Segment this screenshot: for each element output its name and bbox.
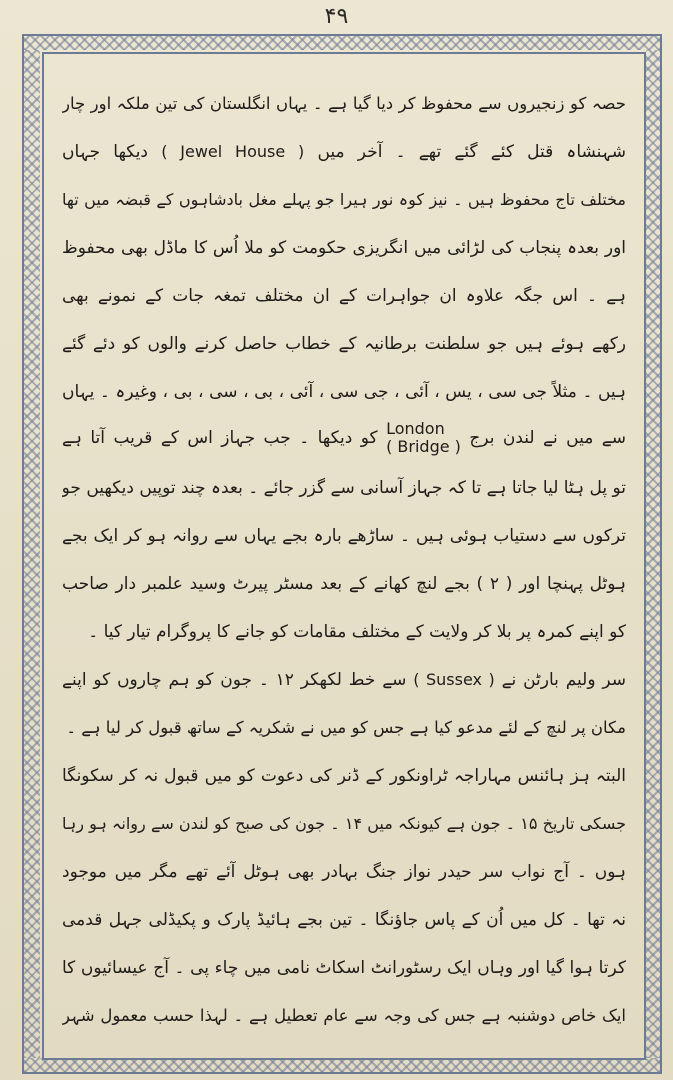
text-line: ایک خاص دوشنبہ ہے جس کی وجہ سے عام تعطیل ہے ۔ لہذا حسب معمول شہر bbox=[62, 1006, 626, 1025]
english-term: ( Jewel House ) bbox=[161, 142, 305, 161]
text-line: حصہ کو زنجیروں سے محفوظ کر دیا گیا ہے ۔ یہاں انگلستان کی تین ملکہ اور چار bbox=[62, 94, 626, 113]
text-line: ہوٹل پہنچا اور ( ۲ ) بجے لنچ کھانے کے بعد مسٹر پیرٹ وسید علمبر دار صاحب bbox=[62, 574, 626, 594]
body-text bbox=[62, 84, 626, 1044]
text-line: مکان پر لنچ کے لئے مدعو کیا ہے جس کو میں نے شکریہ کے ساتھ قبول کر لیا ہے ۔ bbox=[66, 718, 626, 737]
text-line: ہے ۔ اس جگہ علاوہ ان جواہرات کے ان مختلف تمغہ جات کے نمونے بھی bbox=[62, 286, 626, 306]
text-line: ترکوں سے دستیاب ہوئی ہیں ۔ ساڑھے بارہ بجے یہاں سے روانہ ہو کر ایک بجے bbox=[62, 526, 626, 546]
text-line: ہیں ۔ مثلاً جی سی ، یس ، آئی ، جی سی ، آئی ، بی ، سی ، بی ، وغیرہ ۔ یہاں bbox=[62, 382, 626, 402]
english-term-stacked: London ( Bridge ) bbox=[386, 419, 461, 456]
text-line: شہنشاہ قتل کئے گئے تھے ۔ آخر میں ( Jewel House ) دیکھا جہاں bbox=[62, 142, 626, 162]
text-line: مختلف تاج محفوظ ہیں ۔ نیز کوہ نور ہیرا جو پہلے مغل بادشاہوں کے قبضہ میں تھا bbox=[62, 190, 626, 209]
text-line: اور بعدہ پنجاب کی لڑائی میں انگریزی حکومت کو ملا اُس کا ماڈل بھی محفوظ bbox=[62, 238, 626, 258]
text-line: تو پل ہٹا لیا جاتا ہے تا کہ جہاز آسانی سے گزر جائے ۔ بعدہ چند توپیں دیکھیں جو bbox=[62, 478, 626, 498]
text-line: کرتا ہوا گیا اور وہاں ایک رسٹورانٹ اسکاٹ نامی میں چاء پی ۔ آج عیسائیوں کا bbox=[62, 958, 626, 978]
text-line: رکھے ہوئے ہیں جو سلطنت برطانیہ کے خطاب حاصل کرنے والوں کو دئے گئے bbox=[62, 334, 626, 354]
text-line: البتہ ہز ہائنس مہاراجہ ٹراونکور کے ڈنر کی دعوت کو میں قبول نہ کر سکونگا bbox=[62, 766, 626, 786]
text-line: سر ولیم بارٹن نے ( Sussex ) سے خط لکھکر ۱۲ ۔ جون کو ہم چاروں کو اپنے bbox=[62, 670, 626, 690]
text-line: ہوں ۔ آج نواب سر حیدر نواز جنگ بہادر بھی ہوٹل آئے تھے مگر میں موجود bbox=[62, 862, 626, 882]
text-line: جسکی تاریخ ۱۵ ۔ جون ہے کیونکہ میں ۱۴ ۔ جون کی صبح کو لندن سے روانہ ہو رہا bbox=[62, 814, 626, 833]
english-term: ( Sussex ) bbox=[413, 670, 495, 689]
text-line: نہ تھا ۔ کل میں اُن کے پاس جاؤنگا ۔ تین بجے ہائیڈ پارک و پکیڈلی جہل قدمی bbox=[62, 910, 626, 930]
page-number: ۴۹ bbox=[324, 4, 349, 29]
text-line: سے میں نے لندن برج London ( Bridge ) کو دیکھا ۔ جب جہاز اس کے قریب آتا ہے bbox=[62, 419, 626, 456]
text-line: کو اپنے کمرہ پر بلا کر ولایت کے مختلف مقامات کو جانے کا پروگرام تیار کیا ۔ bbox=[88, 622, 626, 642]
